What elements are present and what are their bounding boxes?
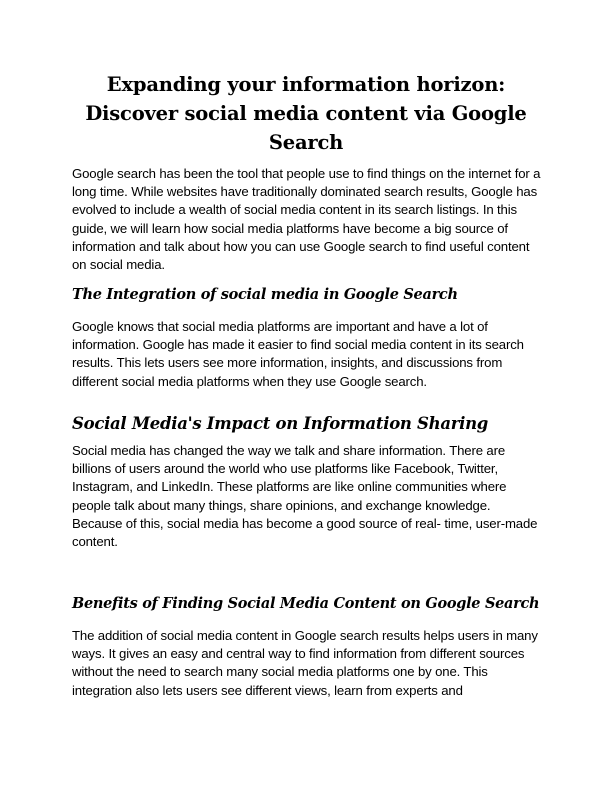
section-heading-benefits: Benefits of Finding Social Media Content on Google Search <box>72 595 540 612</box>
section-body-integration: Google knows that social media platforms are important and have a lot of information. Google has made it easier to find social media content in its search results. This lets users see more information, insights, and discussions from different social media platforms when they use Google search. <box>72 319 524 389</box>
section-body-impact: Social media has changed the way we talk and share information. There are billions of users around the world who use platforms like Facebook, Twitter, Instagram, and LinkedIn. These platforms are like online communities where people talk about many things, share opinions, and exchange knowledge. Because of this, social media has become a good source of real- time, user-made content. <box>72 443 538 550</box>
section-body-benefits: The addition of social media content in Google search results helps users in many ways. It gives an easy and central way to find information from different sources without the need to search many social media platforms one by one. This integration also lets users see different views, learn from experts and <box>72 628 538 698</box>
document-title: Expanding your information horizon: Discover social media content via Google Search <box>85 73 527 154</box>
section-heading-integration: The Integration of social media in Google Search <box>72 286 458 303</box>
section-heading-impact: Social Media's Impact on Information Sharing <box>72 414 489 433</box>
intro-paragraph: Google search has been the tool that people use to find things on the internet for a long time. While websites have traditionally dominated search results, Google has evolved to include a wealth of social media content in its search listings. In this guide, we will learn how social media platforms have become a big source of information and talk about how you can use Google search to find useful content on social media. <box>72 166 541 273</box>
